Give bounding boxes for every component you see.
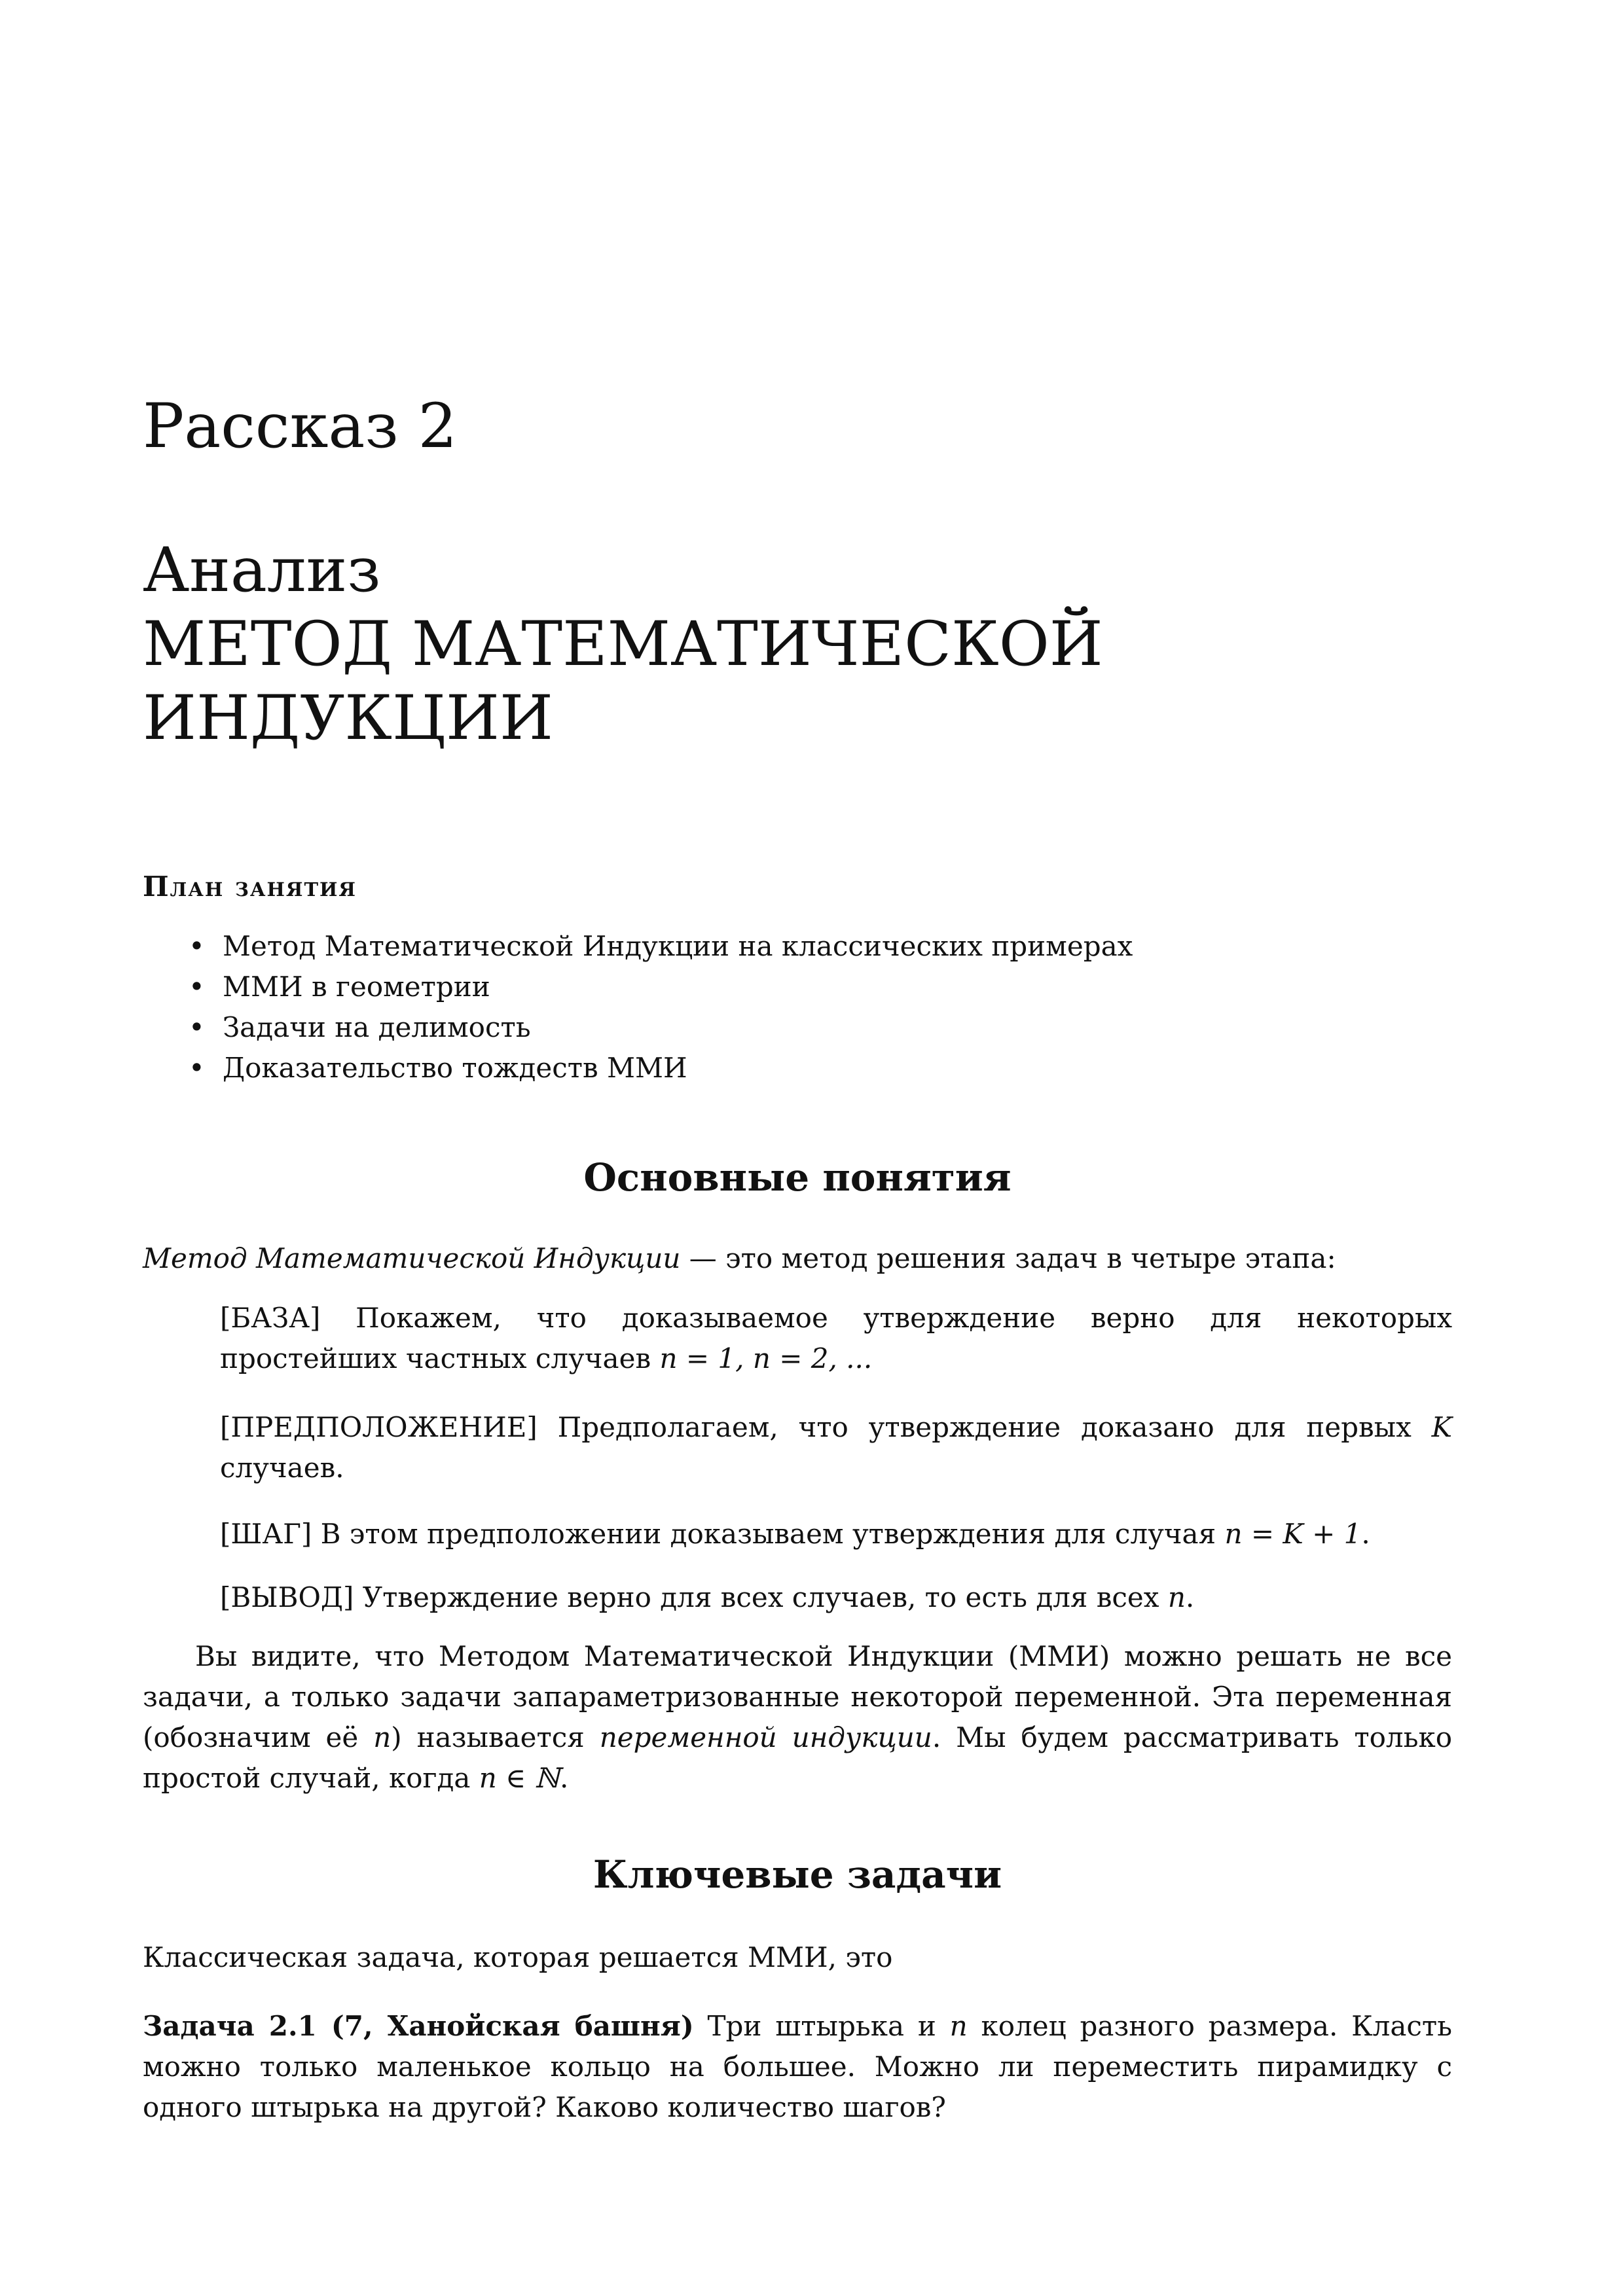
definition-text: — это метод решения задач в четыре этапа: [680, 1242, 1336, 1274]
step-base [220, 1298, 1452, 1379]
key-tasks-intro: Классическая задача, которая решается ММИ, это [143, 1941, 893, 1973]
induction-variable-paragraph [143, 1636, 1452, 1799]
step-text: Предполагаем, что утверждение доказано для первых [537, 1411, 1432, 1443]
step-tail: . [1361, 1518, 1370, 1550]
section-heading-basics: Основные понятия [583, 1155, 1012, 1200]
step-text: В этом предположении доказываем утверждения для случая [312, 1518, 1225, 1550]
task-2-1 [143, 2006, 1452, 2128]
paragraph-math: n [373, 1721, 392, 1753]
paragraph-text: Вы видите, что Методом Математической Индукции (ММИ) можно решать не все задачи, а только задачи запараметризованные некоторой переменной. Эта переменная (обозначим её [143, 1640, 1452, 1753]
step-math: K [1431, 1411, 1452, 1443]
plan-list [189, 926, 1133, 1088]
bullet-icon: • [189, 971, 205, 1003]
section-heading-key-tasks: Ключевые задачи [593, 1852, 1002, 1897]
plan-item [189, 967, 1133, 1007]
task-heading: Задача 2.1 (7, Ханойская башня) [143, 2010, 694, 2042]
step-math: n = K + 1 [1224, 1518, 1362, 1550]
chapter-title-line: МЕТОД МАТЕМАТИЧЕСКОЙ [143, 609, 1103, 680]
step-assumption [220, 1407, 1452, 1488]
plan-item-text: Доказательство тождеств ММИ [223, 1052, 687, 1084]
chapter-title-line: ИНДУКЦИИ [143, 683, 553, 754]
step-tail: . [1185, 1581, 1195, 1613]
task-text: Три штырька и [693, 2010, 950, 2042]
step-tag: [ПРЕДПОЛОЖЕНИЕ] [220, 1411, 538, 1443]
paragraph-text: . [560, 1762, 569, 1794]
step-tail: случаев. [220, 1452, 344, 1484]
step-math: n = 1, n = 2, ... [659, 1342, 873, 1374]
plan-item-text: Метод Математической Индукции на классических примерах [223, 930, 1133, 962]
task-math: n [949, 2010, 968, 2042]
plan-item [189, 926, 1133, 967]
bullet-icon: • [189, 1052, 205, 1084]
step-induction [220, 1514, 1452, 1554]
step-conclusion [220, 1577, 1452, 1618]
step-math: n [1167, 1581, 1186, 1613]
step-text: Утверждение верно для всех случаев, то есть для всех [354, 1581, 1168, 1613]
definition-line [143, 1238, 1452, 1279]
paragraph-text: . Мы будем рассматривать только простой случай, когда [143, 1721, 1452, 1794]
paragraph-italic-term: переменной индукции [599, 1721, 932, 1753]
chapter-title [143, 533, 1452, 755]
step-tag: [ШАГ] [220, 1518, 312, 1550]
step-tag: [БАЗА] [220, 1302, 321, 1334]
plan-item [189, 1048, 1133, 1088]
step-tag: [ВЫВОД] [220, 1581, 354, 1613]
task-text: колец разного размера. Класть можно только маленькое кольцо на большее. Можно ли переместить пирамидку с одного штырька на другой? Каково количество шагов? [143, 2010, 1452, 2123]
bullet-icon: • [189, 930, 205, 962]
chapter-title-line: Анализ [143, 535, 381, 606]
plan-heading: План занятия [143, 870, 357, 903]
definition-term: Метод Математической Индукции [143, 1242, 681, 1274]
step-text: Покажем, что доказываемое утверждение верно для некоторых простейших частных случаев [220, 1302, 1452, 1374]
paragraph-text: ) называется [391, 1721, 600, 1753]
plan-item-text: ММИ в геометрии [223, 971, 490, 1003]
plan-item-text: Задачи на делимость [223, 1011, 531, 1043]
chapter-label: Рассказ 2 [143, 391, 458, 462]
bullet-icon: • [189, 1011, 205, 1043]
paragraph-math: n ∈ ℕ [479, 1762, 560, 1794]
plan-item [189, 1007, 1133, 1048]
